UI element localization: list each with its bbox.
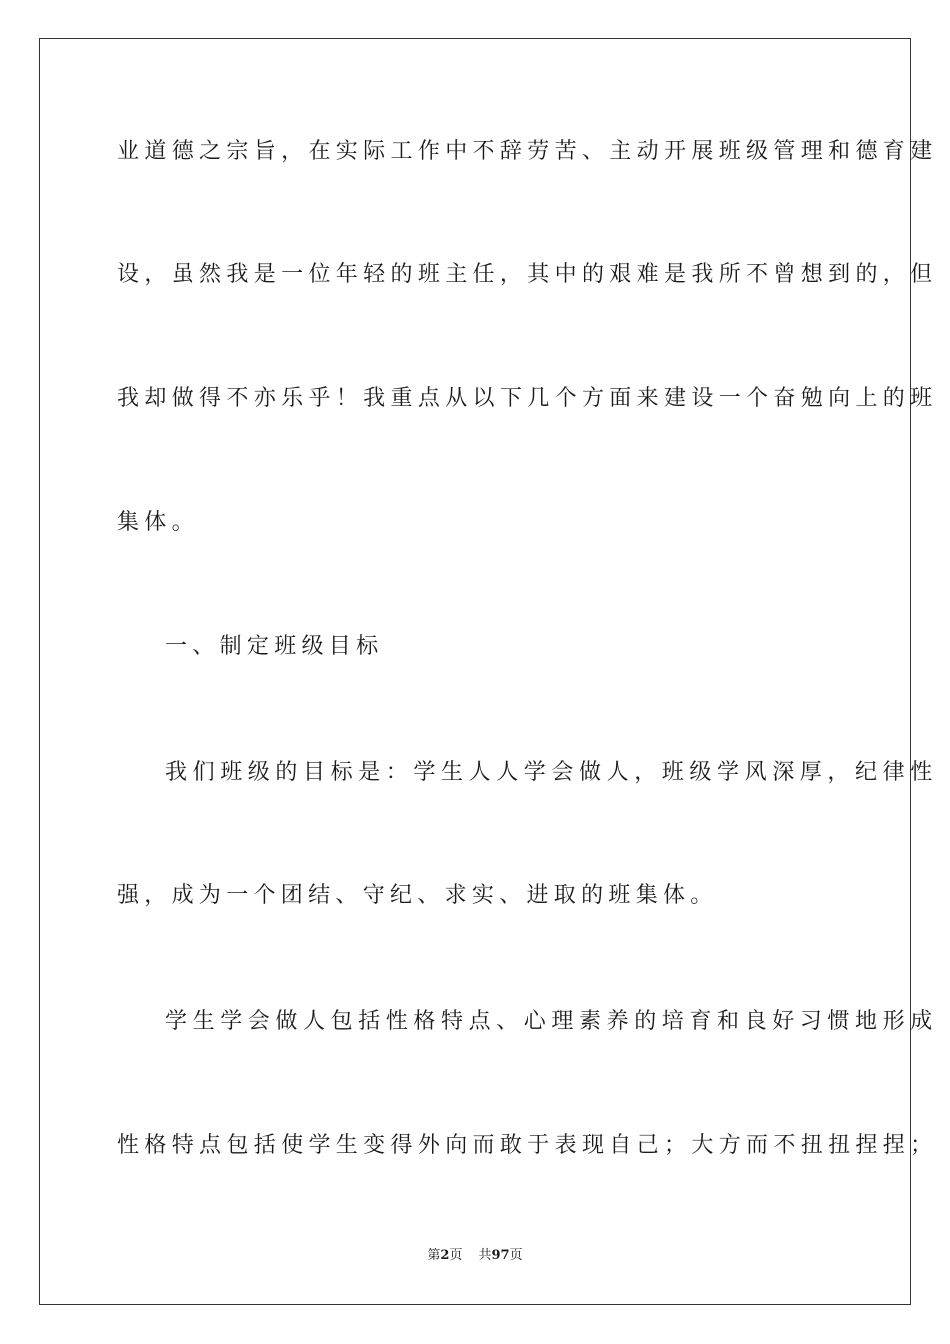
section-heading: 一、制定班级目标 — [165, 634, 384, 659]
paragraph-line: 业道德之宗旨，在实际工作中不辞劳苦、主动开展班级管理和德育建 — [117, 139, 938, 164]
paragraph-line: 学生学会做人包括性格特点、心理素养的培育和良好习惯地形成 — [165, 1009, 938, 1034]
footer-page-current: 2 — [440, 1248, 450, 1263]
page-border — [39, 38, 938, 1305]
footer-total-suffix: 页 — [509, 1248, 523, 1263]
paragraph-line: 我却做得不亦乐乎！我重点从以下几个方面来建设一个奋勉向上的班 — [117, 386, 938, 411]
footer-page-suffix: 页 — [449, 1248, 463, 1263]
paragraph-line: 设，虽然我是一位年轻的班主任，其中的艰难是我所不曾想到的，但 — [117, 262, 938, 287]
footer-page-total: 97 — [491, 1248, 510, 1263]
paragraph-line: 我们班级的目标是：学生人人学会做人，班级学风深厚，纪律性 — [165, 760, 938, 785]
paragraph-line: 强，成为一个团结、守纪、求实、进取的班集体。 — [117, 883, 718, 908]
paragraph-line: 性格特点包括使学生变得外向而敢于表现自己；大方而不扭扭捏捏； — [117, 1133, 938, 1158]
page-footer — [0, 1247, 950, 1265]
footer-total-prefix: 共 — [478, 1248, 492, 1263]
paragraph-line: 集体。 — [117, 510, 199, 535]
footer-page-prefix: 第 — [427, 1248, 441, 1263]
